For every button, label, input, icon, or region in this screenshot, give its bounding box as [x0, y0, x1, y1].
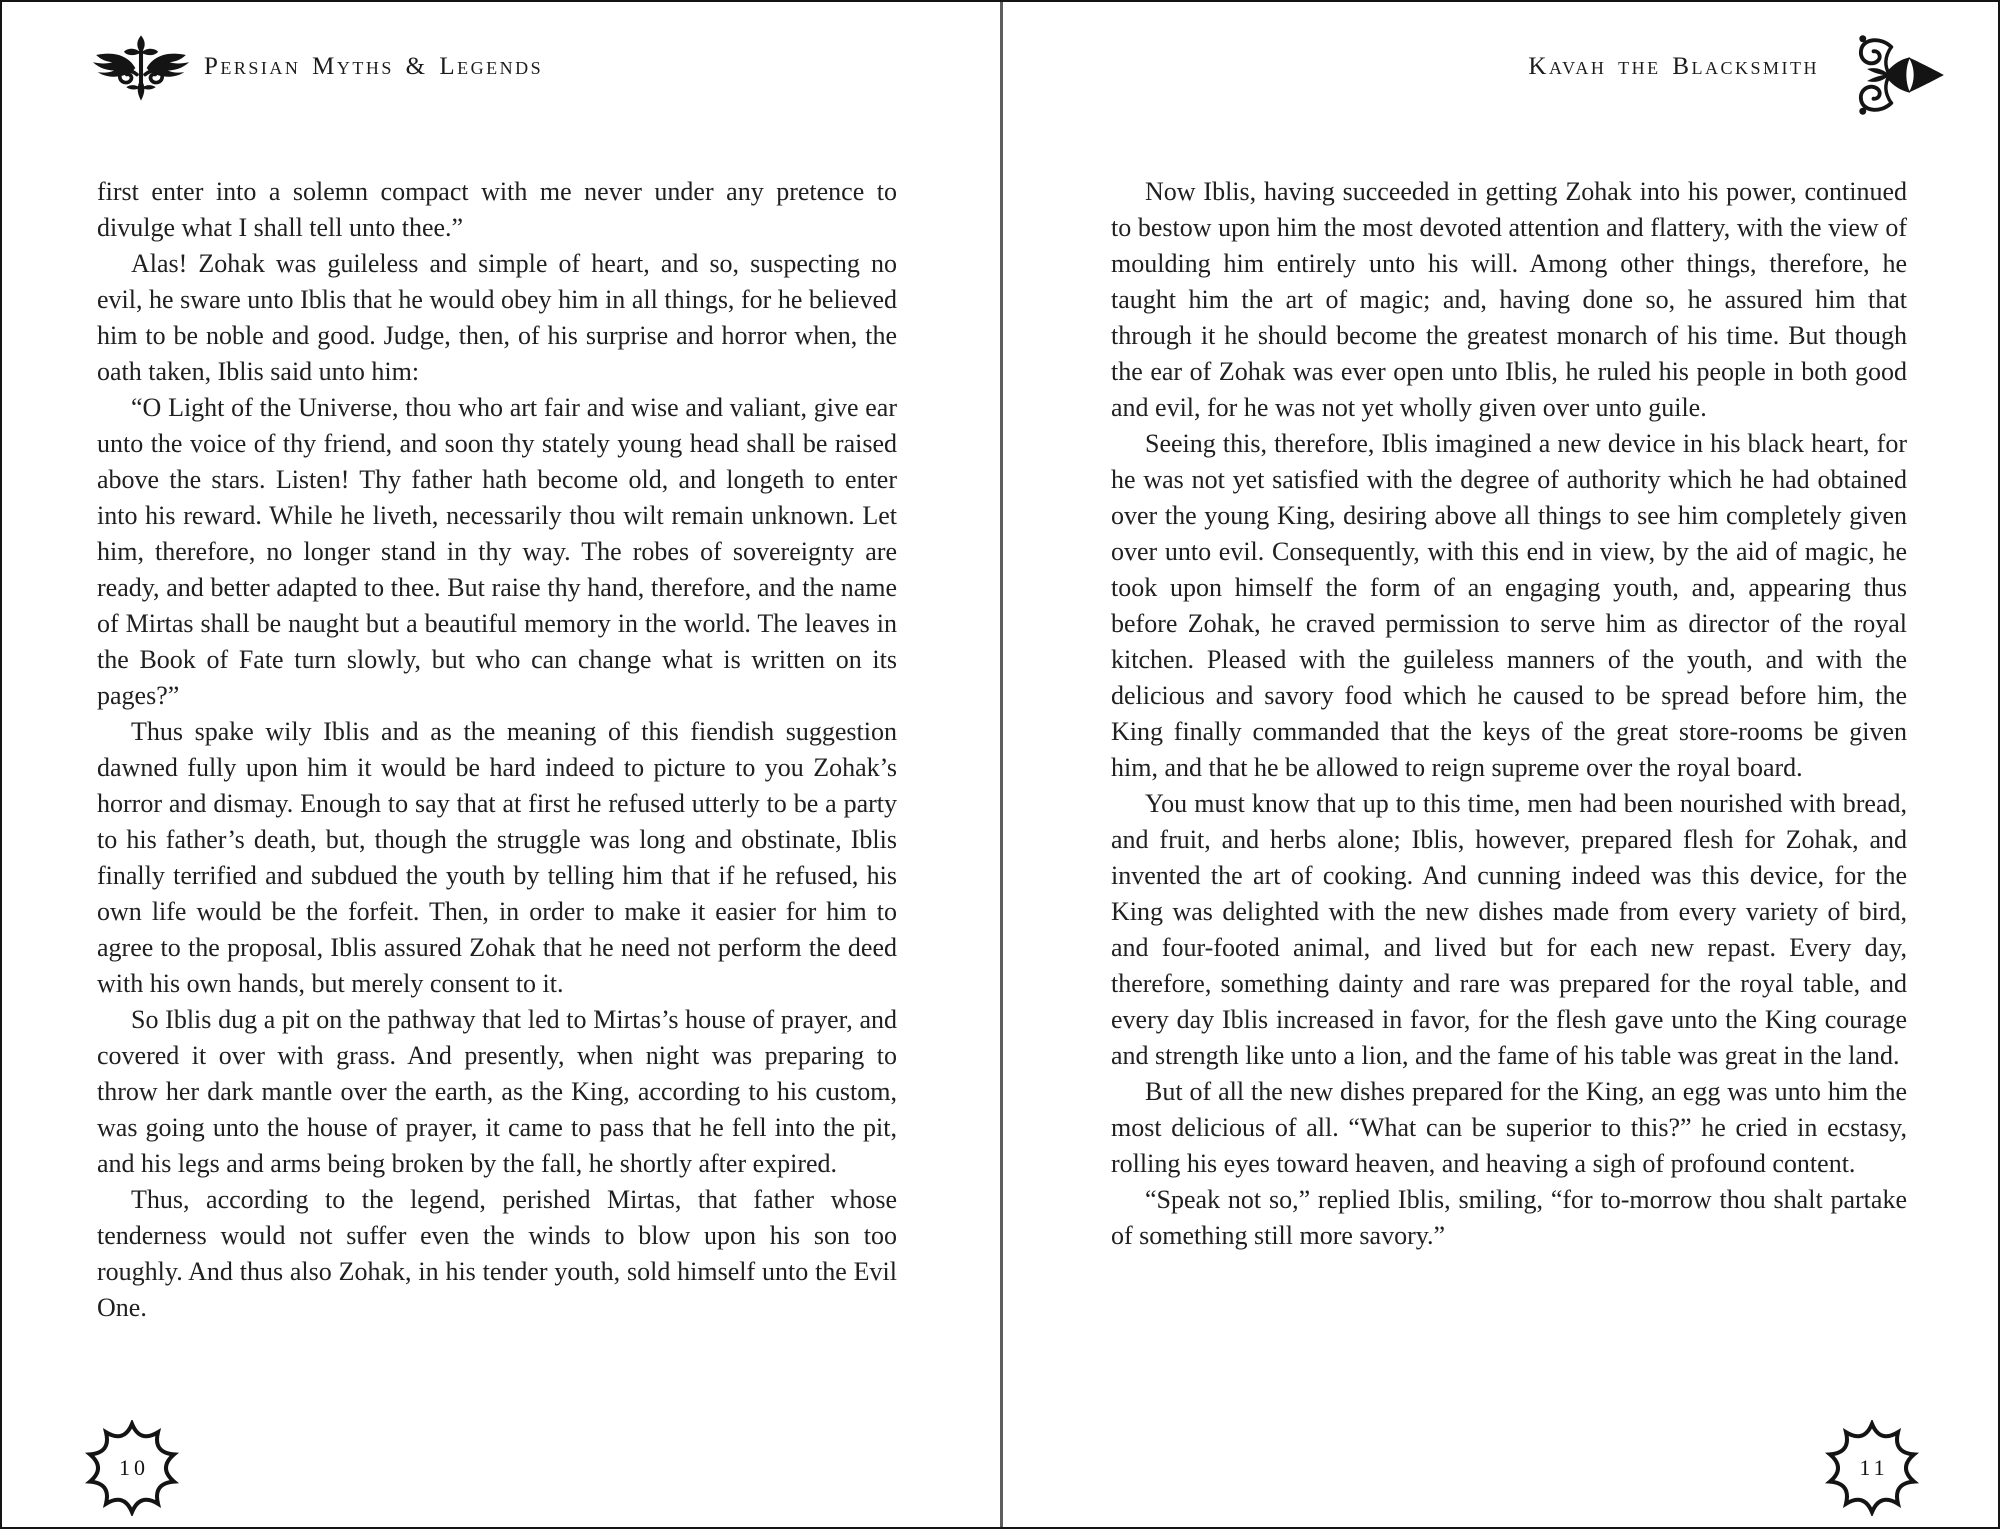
- folio-right: [1824, 1420, 1920, 1516]
- paragraph: first enter into a solemn compact with me never under any pretence to divulge what I shall tell unto thee.”: [97, 177, 897, 242]
- paragraph: Alas! Zohak was guileless and simple of heart, and so, suspecting no evil, he sware unto Iblis that he would obey him in all things, for he believed him to be noble and good. Judge, then, of his surprise and horror when, the oath taken, Iblis said unto him:: [97, 249, 897, 386]
- paragraph: So Iblis dug a pit on the pathway that led to Mirtas’s house of prayer, and covered it over with grass. And presently, when night was preparing to throw her dark mantle over the earth, as the King, according to his custom, was going unto the house of prayer, it came to pass that he fell into the pit, and his legs and arms being broken by the fall, he shortly after expired.: [97, 1005, 897, 1178]
- page-right: [1003, 2, 2000, 1527]
- running-head-left: Persian Myths & Legends: [204, 53, 544, 80]
- paragraph: Seeing this, therefore, Iblis imagined a new device in his black heart, for he was not yet satisfied with the degree of authority which he had obtained over the young King, desiring above all things to see him completely given over unto evil. Consequently, with this end in view, by the aid of magic, he took upon himself the form of an engaging youth, and, appearing thus before Zohak, he craved permission to serve him as director of the royal kitchen. Pleased with the guileless manners of the youth, and with the delicious and savory food which he caused to be spread before him, the King finally commanded that the keys of the great store-rooms be given him, and that he be allowed to reign supreme over the royal board.: [1111, 429, 1907, 782]
- page-left: [2, 2, 1000, 1527]
- paragraph: Now Iblis, having succeeded in getting Zohak into his power, continued to bestow upon him the most devoted attention and flattery, with the view of moulding him entirely unto his will. Among other things, therefore, he taught him the art of magic; and, having done so, he assured him that through it he should become the greatest monarch of his time. But though the ear of Zohak was ever open unto Iblis, he ruled his people in both good and evil, for he was not yet wholly given over unto guile.: [1111, 177, 1907, 422]
- paragraph: But of all the new dishes prepared for the King, an egg was unto him the most delicious of all. “What can be superior to this?” he cried in ecstasy, rolling his eyes toward heaven, and heaving a sigh of profound content.: [1111, 1077, 1907, 1178]
- body-text-left: [97, 174, 897, 1326]
- scroll-arrow-fleuron-icon: [1839, 34, 1953, 116]
- running-head-right: Kavah the Blacksmith: [1528, 53, 1819, 80]
- paragraph: “O Light of the Universe, thou who art fair and wise and valiant, give ear unto the voice of thy friend, and soon thy stately young head shall be raised above the stars. Listen! Thy father hath become old, and longeth to enter into his reward. While he liveth, necessarily thou wilt remain unknown. Let him, therefore, no longer stand in thy way. The robes of sovereignty are ready, and better adapted to thee. But raise thy hand, therefore, and the name of Mirtas shall be naught but a beautiful memory in the world. The leaves in the Book of Fate turn slowly, but who can change what is written on its pages?”: [97, 393, 897, 710]
- page-number-right: 11: [1859, 1455, 1889, 1480]
- folio-left: [84, 1420, 180, 1516]
- paragraph: Thus spake wily Iblis and as the meaning of this fiendish suggestion dawned fully upon him it would be hard indeed to picture to you Zohak’s horror and dismay. Enough to say that at first he refused utterly to be a party to his father’s death, but, though the struggle was long and obstinate, Iblis finally terrified and subdued the youth by telling him that if he refused, his own life would be the forfeit. Then, in order to make it easier for him to agree to the proposal, Iblis assured Zohak that he need not perform the deed with his own hands, but merely consent to it.: [97, 717, 897, 998]
- page-number-left: 10: [119, 1455, 149, 1480]
- body-text-right: [1111, 174, 1907, 1254]
- paragraph: “Speak not so,” replied Iblis, smiling, “for to-morrow thou shalt partake of something still more savory.”: [1111, 1185, 1907, 1250]
- paragraph: Thus, according to the legend, perished Mirtas, that father whose tenderness would not suffer even the winds to blow upon his son too roughly. And thus also Zohak, in his tender youth, sold himself unto the Evil One.: [97, 1185, 897, 1322]
- paragraph: You must know that up to this time, men had been nourished with bread, and fruit, and herbs alone; Iblis, however, prepared flesh for Zohak, and invented the art of cooking. And cunning indeed was this device, for the King was delighted with the new dishes made from every variety of bird, and four-footed animal, and lived but for each new repast. Every day, therefore, something dainty and rare was prepared for the royal table, and every day Iblis increased in favor, for the flesh gave unto the King courage and strength like unto a lion, and the fame of his table was great in the land.: [1111, 789, 1907, 1070]
- winged-fleuron-icon: [88, 34, 194, 102]
